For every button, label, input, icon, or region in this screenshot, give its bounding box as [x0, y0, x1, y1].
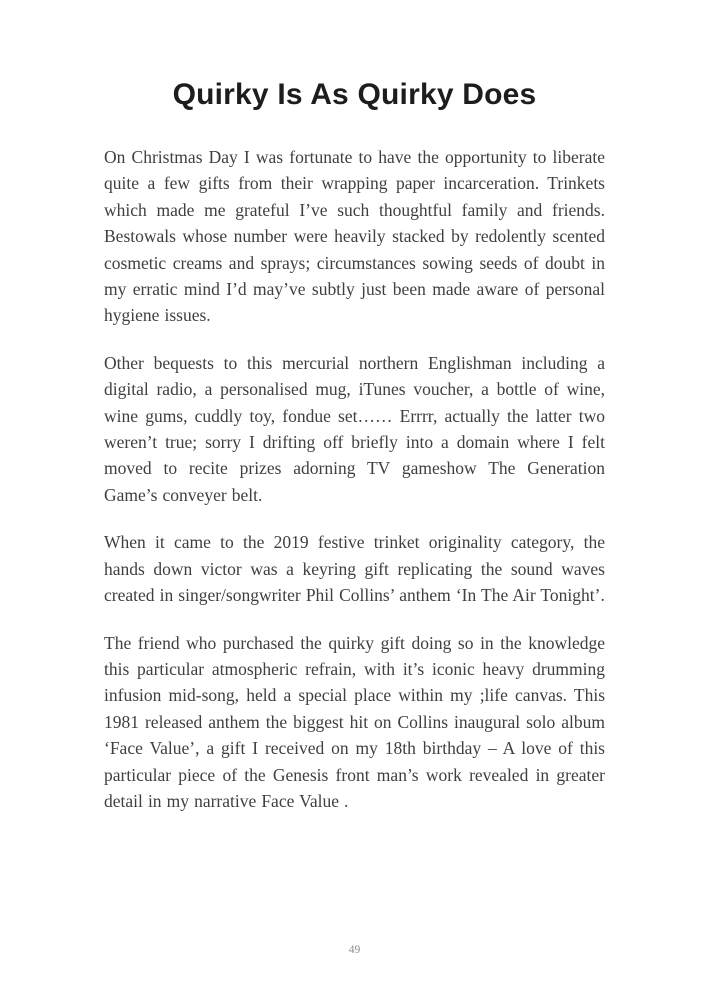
body-paragraph-4: The friend who purchased the quirky gift doing so in the knowledge this particular atmospheric refrain, with it’s iconic heavy drumming infusion mid-song, held a special place within my ;life canvas. This 1981 released anthem the biggest hit on Collins inaugural solo album ‘Face Value’, a gift I received on my 18th birthday – A love of this particular piece of the Genesis front man’s work revealed in greater detail in my narrative Face Value . [104, 632, 605, 811]
body-paragraph-2: Other bequests to this mercurial northern Englishman including a digital radio, a personalised mug, iTunes voucher, a bottle of wine, wine gums, cuddly toy, fondue set…… Errrr, actually the latter two weren’t true; sorry I drifting off briefly into a domain where I felt moved to recite prizes adorning TV gameshow The Generation Game’s conveyer belt. [104, 352, 605, 505]
body-paragraph-1: On Christmas Day I was fortunate to have the opportunity to liberate quite a few gifts from their wrapping paper incarceration. Trinkets which made me grateful I’ve such thoughtful family and friends. Bestowals whose number were heavily stacked by redolently scented cosmetic creams and sprays; circumstances sowing seeds of doubt in my erratic mind I’d may’ve subtly just been made aware of personal hygiene issues. [104, 147, 605, 326]
page-content [104, 74, 605, 835]
page-title: Quirky Is As Quirky Does [172, 78, 537, 111]
body-paragraph-3: When it came to the 2019 festive trinket originality category, the hands down victor was a keyring gift replicating the sound waves created in singer/songwriter Phil Collins’ anthem ‘In The Air Tonight’. [104, 532, 605, 606]
page-number: 49 [348, 944, 361, 956]
